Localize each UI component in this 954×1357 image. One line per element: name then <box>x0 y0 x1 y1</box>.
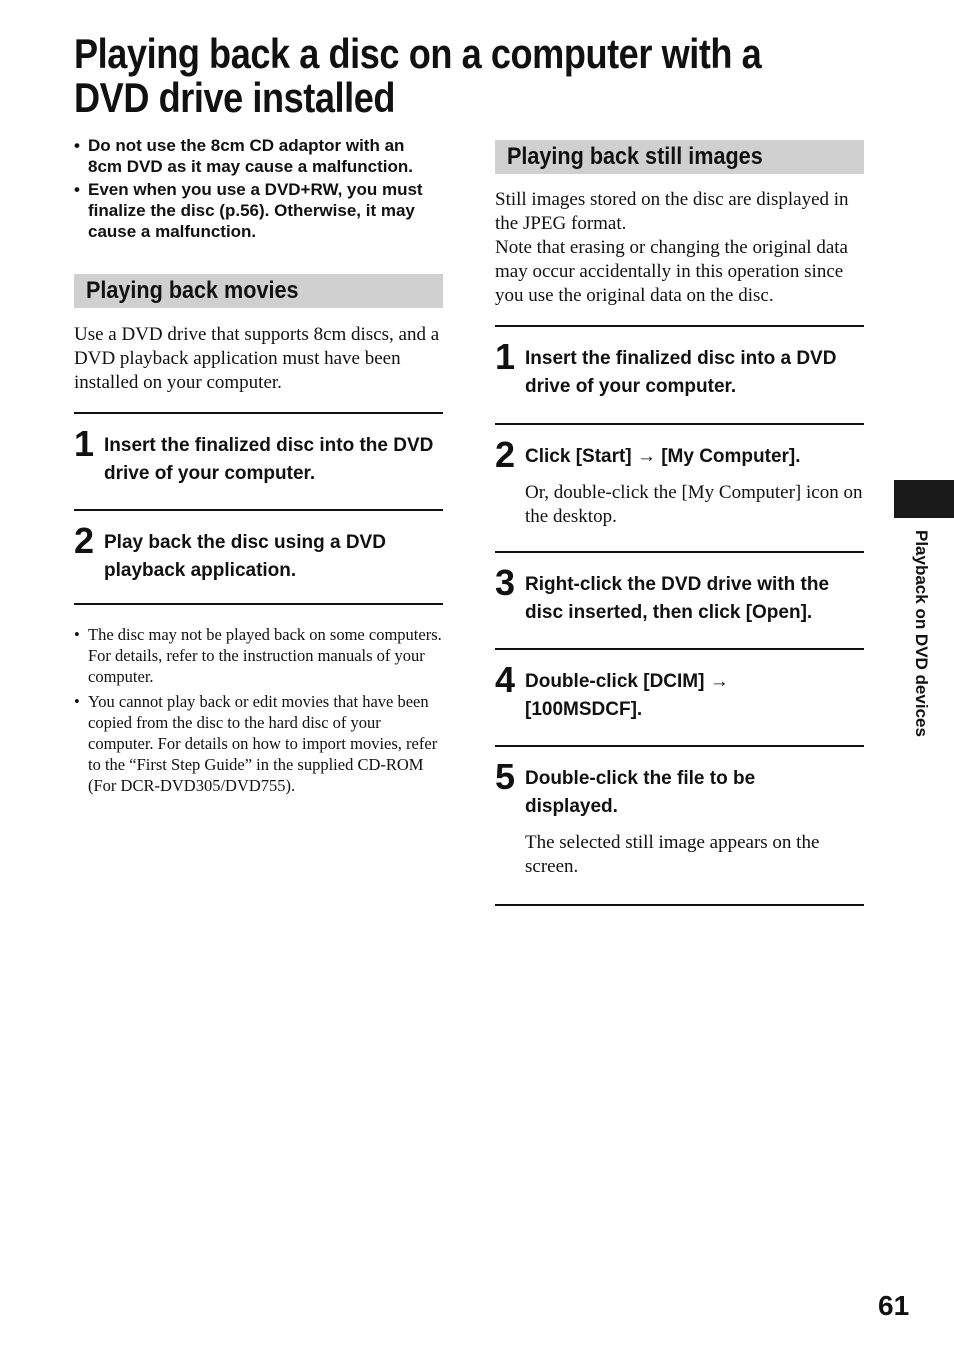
step-text: Click [Start] → [My Computer]. <box>525 446 801 467</box>
step-text: Right-click the DVD drive with the disc inserted, then click [Open]. <box>525 574 830 623</box>
warning-list <box>74 135 443 244</box>
stills-intro-2: Note that erasing or changing the original data may occur accidentally in this operation since you use the original data on the disc. <box>495 237 848 306</box>
movie-step-1 <box>74 423 443 488</box>
step-number: 2 <box>74 520 95 561</box>
still-step-3 <box>495 562 864 627</box>
page-title: Playing back a disc on a computer with a DVD drive installed <box>74 30 762 121</box>
step-text: Insert the finalized disc into the DVD drive of your computer. <box>104 435 434 484</box>
section-heading-stills: Playing back still images <box>495 140 864 174</box>
step-number: 5 <box>495 756 516 797</box>
divider <box>74 603 443 605</box>
movies-intro: Use a DVD drive that supports 8cm discs, and a DVD playback application must have been installed on your computer. <box>74 324 440 393</box>
chapter-tab <box>894 480 954 518</box>
step-text: Double-click the file to be displayed. <box>525 768 756 817</box>
note-item: • You cannot play back or edit movies that have been copied from the disc to the hard disc of your computer. For details on how to import movies, refer to the “First Step Guide” in the supplied CD-ROM (For DCR-DVD305/DVD755). <box>74 691 443 796</box>
step-number: 1 <box>74 423 95 464</box>
movies-notes <box>74 624 443 800</box>
note-item: • The disc may not be played back on some computers. For details, refer to the instruction manuals of your computer. <box>74 624 443 687</box>
divider <box>495 551 864 553</box>
step-number: 1 <box>495 336 516 377</box>
warning-item: • Do not use the 8cm CD adaptor with an 8cm DVD as it may cause a malfunction. <box>74 135 443 177</box>
step-text: Insert the finalized disc into a DVD drive of your computer. <box>525 348 837 397</box>
stills-intro-1: Still images stored on the disc are displayed in the JPEG format. <box>495 189 849 234</box>
step-note: The selected still image appears on the screen. <box>525 832 820 877</box>
step-text: Play back the disc using a DVD playback application. <box>104 532 386 581</box>
still-step-2 <box>495 434 864 529</box>
section-heading-movies: Playing back movies <box>74 274 443 308</box>
divider <box>495 904 864 906</box>
step-number: 2 <box>495 434 516 475</box>
still-step-4 <box>495 659 864 724</box>
divider <box>74 509 443 511</box>
still-step-5 <box>495 756 864 879</box>
page-number: 61 <box>878 1290 910 1321</box>
warning-item: • Even when you use a DVD+RW, you must finalize the disc (p.56). Otherwise, it may cause a malfunction. <box>74 179 443 242</box>
divider <box>495 325 864 327</box>
chapter-label: Playback on DVD devices <box>912 530 931 737</box>
step-text: Double-click [DCIM] → [100MSDCF]. <box>525 671 729 720</box>
divider <box>495 745 864 747</box>
divider <box>495 648 864 650</box>
divider <box>495 423 864 425</box>
step-number: 3 <box>495 562 516 603</box>
step-number: 4 <box>495 659 516 700</box>
divider <box>74 412 443 414</box>
still-step-1 <box>495 336 864 401</box>
movie-step-2 <box>74 520 443 585</box>
step-note: Or, double-click the [My Computer] icon on the desktop. <box>525 482 863 527</box>
